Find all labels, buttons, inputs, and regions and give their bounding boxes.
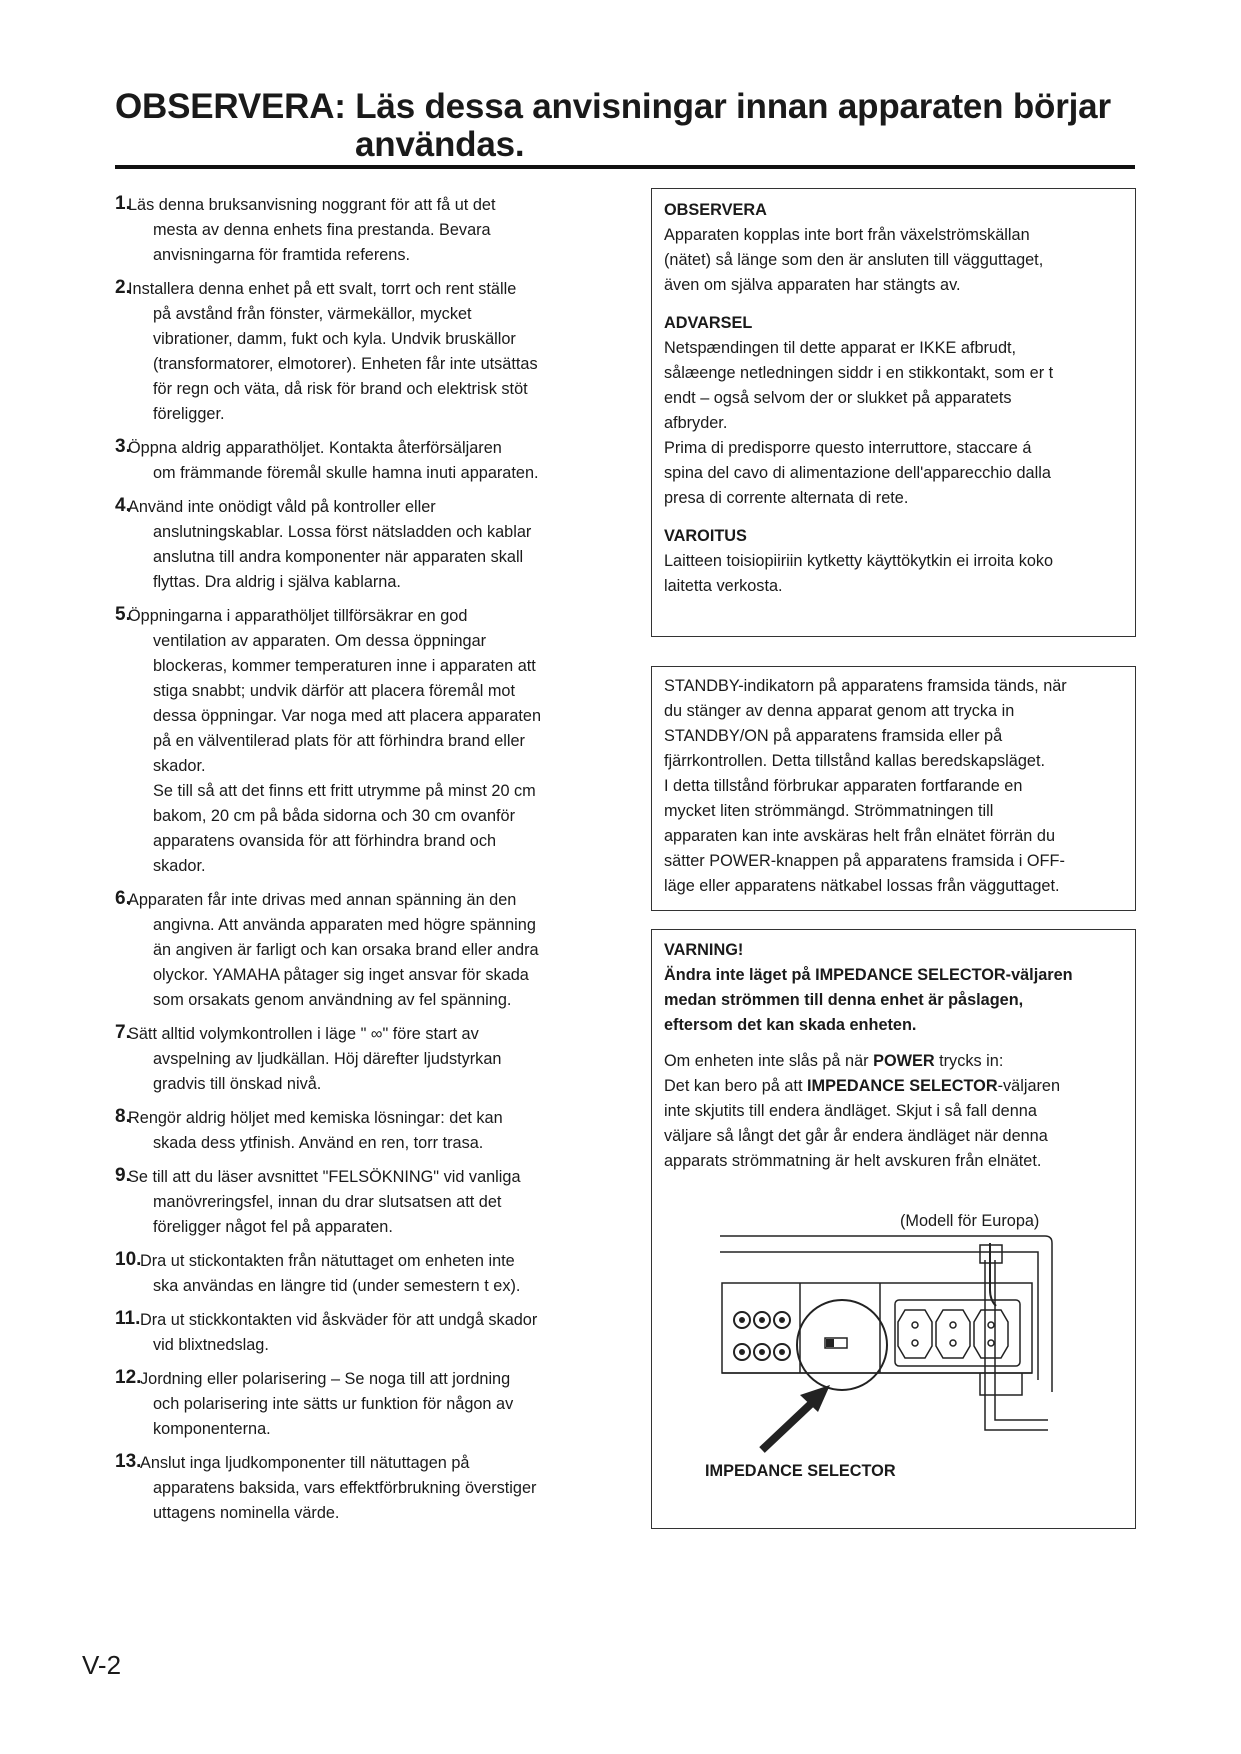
ac-outlets (898, 1310, 1008, 1358)
text-line: apparats strömmatning är helt avskuren från elnätet. (664, 1152, 1042, 1170)
instruction-text: vibrationer, damm, fukt och kyla. Undvik bruskällor (153, 330, 516, 348)
instruction-text: dessa öppningar. Var noga med att placera apparaten (153, 707, 542, 725)
instruction-text: (transformatorer, elmotorer). Enheten får inte utsättas (153, 355, 538, 373)
instruction-text: manövreringsfel, innan du drar slutsatsen att det (153, 1193, 502, 1211)
instruction-number: 3. (115, 436, 131, 457)
text-line: presa di corrente alternata di rete. (664, 489, 909, 507)
text-line: (nätet) så länge som den är ansluten till vägguttaget, (664, 251, 1044, 269)
text-line: läge eller apparatens nätkabel lossas från vägguttaget. (664, 877, 1060, 895)
instruction-text: för regn och väta, då risk för brand och elektrisk stöt (153, 380, 528, 398)
figure-caption: (Modell för Europa) (900, 1212, 1040, 1230)
instruction-text: Apparaten får inte drivas med annan spänning än den (128, 891, 517, 909)
title-line-1: OBSERVERA: Läs dessa anvisningar innan apparaten börjar (115, 87, 1111, 126)
instruction-text: mesta av denna enhets fina prestanda. Bevara (153, 221, 491, 239)
instruction-text: skador. (153, 857, 206, 875)
instruction-number: 8. (115, 1106, 131, 1127)
text-line: Netspændingen til dette apparat er IKKE afbrudt, (664, 339, 1017, 357)
instruction-number: 12. (115, 1367, 142, 1388)
instruction-text: uttagens nominella värde. (153, 1504, 340, 1522)
text-line: inte skjutits till endera ändläget. Skjut i så fall denna (664, 1102, 1037, 1120)
instruction-text: anslutna till andra komponenter när apparaten skall (153, 548, 524, 566)
text-line: mycket liten strömmängd. Strömmatningen till (664, 802, 994, 820)
text-line: Laitteen toisiopiiriin kytketty käyttökytkin ei irroita koko (664, 552, 1054, 570)
instruction-number: 11. (115, 1308, 141, 1329)
instruction-text: olyckor. YAMAHA påtager sig inget ansvar för skada (153, 966, 529, 984)
instruction-text: föreligger något fel på apparaten. (153, 1218, 393, 1236)
instruction-text: Jordning eller polarisering – Se noga till att jordning (140, 1370, 511, 1388)
instruction-text: Se till att du läser avsnittet "FELSÖKNING" vid vanliga (128, 1168, 521, 1186)
instruction-text: som orsakats genom användning av fel spänning. (153, 991, 512, 1009)
instruction-text: Anslut inga ljudkomponenter till nätuttagen på (140, 1454, 470, 1472)
instruction-number: 4. (115, 495, 131, 516)
text-line: medan strömmen till denna enhet är påslagen, (664, 991, 1024, 1009)
instruction-text: skada dess ytfinish. Använd en ren, torr trasa. (153, 1134, 484, 1152)
instruction-text: Öppna aldrig apparathöljet. Kontakta återförsäljaren (128, 439, 502, 457)
instruction-text: bakom, 20 cm på båda sidorna och 30 cm ovanför (153, 807, 516, 825)
instruction-text: blockeras, kommer temperaturen inne i apparaten att (153, 657, 536, 675)
text-line: sålæenge netledningen siddr i en stikkontakt, som er t (664, 364, 1054, 382)
instruction-text: skador. (153, 757, 206, 775)
text-line: STANDBY-indikatorn på apparatens framsida tänds, när (664, 677, 1067, 695)
instruction-text: ventilation av apparaten. Om dessa öppningar (153, 632, 487, 650)
text-line: spina del cavo di alimentazione dell'apparecchio dalla (664, 464, 1051, 482)
instruction-number: 7. (115, 1022, 131, 1043)
impedance-selector-label: IMPEDANCE SELECTOR (705, 1462, 896, 1480)
instruction-number: 13. (115, 1451, 142, 1472)
text-line: afbryder. (664, 414, 728, 432)
instruction-text: Använd inte onödigt våld på kontroller eller (128, 498, 436, 516)
instruction-text: Öppningarna i apparathöljet tillförsäkrar en god (128, 607, 468, 625)
instruction-text: och polarisering inte sätts ur funktion för någon av (153, 1395, 514, 1413)
instruction-text: flyttas. Dra aldrig i själva kablarna. (153, 573, 401, 591)
instruction-text: Installera denna enhet på ett svalt, torrt och rent ställe (128, 280, 517, 298)
instruction-text: Rengör aldrig höljet med kemiska lösningar: det kan (128, 1109, 503, 1127)
instruction-text: än angiven är farligt och kan orsaka brand eller andra (153, 941, 539, 959)
varoitus-heading: VAROITUS (664, 527, 747, 545)
text-line: apparaten kan inte avskäras helt från elnätet förrän du (664, 827, 1055, 845)
text-line: du stänger av denna apparat genom att trycka in (664, 702, 1015, 720)
text-line: STANDBY/ON på apparatens framsida eller på (664, 727, 1003, 745)
title-line-2: användas. (355, 125, 525, 164)
pointer-arrow (762, 1385, 830, 1450)
instruction-text: på avstånd från fönster, värmekällor, mycket (153, 305, 472, 323)
text-line: Prima di predisporre questo interruttore, staccare á (664, 439, 1032, 457)
instruction-number: 10. (115, 1249, 142, 1270)
instruction-text: föreligger. (153, 405, 225, 423)
instruction-text: ska användas en längre tid (under semestern t ex). (153, 1277, 521, 1295)
observera-heading: OBSERVERA (664, 201, 767, 219)
instruction-text: anslutningskablar. Lossa först nätsladden och kablar (153, 523, 532, 541)
instruction-text: avspelning av ljudkällan. Höj därefter ljudstyrkan (153, 1050, 502, 1068)
text-line: endt – også selvom der or slukket på apparatets (664, 389, 1012, 407)
instruction-text: Sätt alltid volymkontrollen i läge " ∞" före start av (128, 1025, 479, 1043)
instruction-text: angivna. Att använda apparaten med högre spänning (153, 916, 536, 934)
text-line: Apparaten kopplas inte bort från växelströmskällan (664, 226, 1030, 244)
instruction-text: apparatens baksida, vars effektförbrukning överstiger (153, 1479, 537, 1497)
text-line: I detta tillstånd förbrukar apparaten fortfarande en (664, 777, 1023, 795)
instruction-number: 1. (115, 193, 131, 214)
instruction-number: 2. (115, 277, 131, 298)
instruction-text: om främmande föremål skulle hamna inuti apparaten. (153, 464, 539, 482)
text-line: laitetta verkosta. (664, 577, 783, 595)
text-line: eftersom det kan skada enheten. (664, 1016, 917, 1034)
instruction-number: 5. (115, 604, 131, 625)
instruction-text: anvisningarna för framtida referens. (153, 246, 411, 264)
varning-heading: VARNING! (664, 941, 744, 959)
page-number: V-2 (82, 1650, 122, 1680)
instruction-number: 9. (115, 1165, 131, 1186)
instruction-text: Läs denna bruksanvisning noggrant för att få ut det (128, 196, 496, 214)
instruction-text: apparatens ovansida för att förhindra brand och (153, 832, 497, 850)
text-line: även om själva apparaten har stängts av. (664, 276, 961, 294)
instruction-text: gradvis till önskad nivå. (153, 1075, 322, 1093)
instruction-text: Dra ut stickkontakten vid åskväder för att undgå skador (140, 1311, 538, 1329)
advarsel-heading: ADVARSEL (664, 314, 753, 332)
text-line: fjärrkontrollen. Detta tillstånd kallas beredskapsläget. (664, 752, 1045, 770)
instruction-text: Dra ut stickontakten från nätuttaget om enheten inte (140, 1252, 515, 1270)
impedance-line: Det kan bero på att IMPEDANCE SELECTOR-väljaren (664, 1077, 1061, 1095)
power-line: Om enheten inte slås på när POWER trycks in: (664, 1052, 1004, 1070)
instruction-text: vid blixtnedslag. (153, 1336, 269, 1354)
instruction-number: 6. (115, 888, 131, 909)
instruction-text: Se till så att det finns ett fritt utrymme på minst 20 cm (153, 782, 536, 800)
instruction-text: komponenterna. (153, 1420, 271, 1438)
instruction-text: på en välventilerad plats för att förhindra brand eller (153, 732, 525, 750)
text-line: sätter POWER-knappen på apparatens framsida i OFF- (664, 852, 1065, 870)
text-line: väljare så långt det går år endera ändläget när denna (664, 1127, 1048, 1145)
instruction-text: stiga snabbt; undvik därför att placera föremål mot (153, 682, 515, 700)
text-line: Ändra inte läget på IMPEDANCE SELECTOR-väljaren (664, 966, 1073, 984)
